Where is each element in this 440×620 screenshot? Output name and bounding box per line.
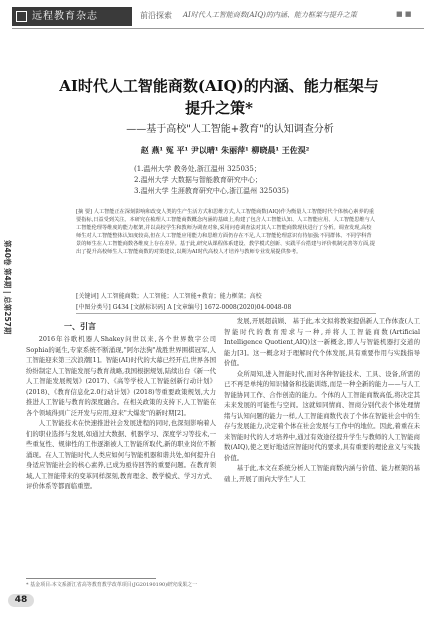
footnote-rule: [26, 578, 156, 579]
journal-logo-icon: [16, 11, 27, 22]
article-subtitle: ——基于高校"人工智能+教育"的认知调查分析: [126, 124, 334, 135]
paragraph: 众所周知,进入智能时代,面对各种智能技术、工具、设备,所需的已不再是单纯的知识储备和技能训练,而是一种全新的能力——与人工智能协同工作、合作创造的能力。个体的人工智能商数高低,将决定其未来发展的可能性与空间。这就如同情商、智商分别代表个体处理情绪与认知问题的能力一样,人工智能商数代表了个体在智能社会中的生存与发展能力,决定着个体在社会发展与工作中的地位。因此,着重在未来智能时代的人才培养中,通过有效途径提升学生与教师的人工智能商数(AIQ),使之更好地适应智能时代的要求,具有重要的理论意义与实践价值。: [224, 369, 420, 462]
page-number: 48: [8, 594, 34, 607]
issue-sidebar: [2, 240, 14, 370]
article-title-line2: 提升之策*: [185, 99, 253, 117]
paragraph: 发展,开展超前顾、 基于此,本文拟将教案提倡新人工作体查(人工智能时代的教育需求与一种,并将人工智能商数(Artificial Intelligence Quotient,AIQ)这一新概念,即人与智能机器打交道的能力[3]。这一概念对于理解时代个体发展,具有重要作用与实践指导价值。: [224, 317, 420, 367]
paragraph: 2016年谷歌机器人Shakey问世以来,各个世界数字公司Sophia的诞生,专家系统不断涌现,"阿尔法狗"战胜世界围棋冠军,人工智能迎来第三次浪潮[1]。智能(AI)时代的大幕已经开启,世界各国纷纷制定人工智能发展与教育战略,我国根据规划,陆续出台《新一代人工智能发展规划》(2017)、《高等学校人工智能创新行动计划》(2018)、《教育信息化2.0行动计划》(2018)等重要政策规划,大力推进人工智能与教育的深度融合。在相关政策的支持下,人工智能在各个领域得到广泛开发与应用,迎来"大爆发"的新时期[2]。: [26, 335, 216, 417]
header-rule: [12, 28, 424, 29]
article-title-line1: AI时代人工智能商数(AIQ)的内涵、能力框架与: [59, 77, 379, 95]
keywords: [关键词] 人工智能商数；人工智能；人工智能+教育；能力框架；高校: [76, 293, 262, 300]
paragraph: 基于此,本文在系统分析人工智能商数内涵与价值、能力框架的基础上,开展了面向大学生"人工: [224, 464, 420, 483]
affiliation-2: 2.温州大学 大数据与智能教育研究中心；: [134, 176, 262, 184]
left-column: [26, 334, 216, 576]
running-title: AI时代人工智能商数(AIQ)的内涵、能力框架与提升之策: [183, 11, 357, 19]
column-name: 前沿探索: [140, 11, 172, 20]
paragraph: 人工智能技术在快速推进社会发展进程的同时,也深刻影响着人们的职业选择与发展,如通过大数据、机器学习、深度学习等技术,一些重复性、规律性的工作逐渐被人工智能所取代,新的职业岗位不断涌现。在人工智能时代,人类应如何与智能机器和谐共处,如何提升自身适应智能社会的核心素养,已成为亟待回答的重要问题。在教育领域,人工智能带来的变革同样深刻,教育理念、教学模式、学习方式、评价体系等都面临重塑。: [26, 419, 216, 490]
abstract: [摘 要] 人工智能正在深刻影响和改变人类的生产生活方式和思维方式,人工智能商数(AIQ)作为衡量人工智能时代个体核心素养的重要指标,日益受到关注。本研究在梳理人工智能商数概念内涵的基础上,构建了包含人工智能认知、人工智能应用、人工智能思维与人工智能伦理等维度的能力框架,并以高校学生和教师为调查对象,采用问卷调查法对其人工智能商数现状进行了分析。调查发现,高校师生对人工智能整体认知度较高,但在人工智能应用能力和思维方面仍存在不足,人工智能伦理意识有待加强;不同群体、不同学科背景的师生在人工智能商数各维度上存在差异。基于此,研究从课程体系建设、教学模式创新、实践平台搭建与评价机制完善等方面,提出了提升高校师生人工智能商数的对策建议,以期为AI时代高校人才培养与教师专业发展提供参考。: [76, 209, 375, 256]
journal-name: 远程教育杂志: [32, 11, 98, 22]
section-heading: 一、引言: [64, 321, 96, 331]
classification-info: [中图分类号] G434 [文献标识码] A [文章编号] 1672-0008(2020)04-0048-08: [76, 304, 292, 311]
journal-brand: [12, 7, 132, 26]
issue-info: 第40卷 第4期 | 总第257期: [3, 240, 12, 335]
affiliation-1: (1.温州大学 教务处,浙江温州 325035；: [134, 165, 261, 173]
abstract-rule: [76, 313, 376, 314]
footnote: * 基金项目:本文系浙江省高等教育教学改革项目(JG20190190)研究成果之一: [26, 582, 198, 588]
header-ornament: ■ ■: [396, 10, 412, 18]
right-column: [224, 316, 420, 582]
author-list: 赵 燕¹ 冤 平¹ 尹以晴¹ 朱丽萍¹ 柳晓晨¹ 王佐淏²: [140, 145, 310, 155]
affiliation-3: 3.温州大学 生涯教育研究中心,浙江温州 325035): [134, 187, 289, 195]
